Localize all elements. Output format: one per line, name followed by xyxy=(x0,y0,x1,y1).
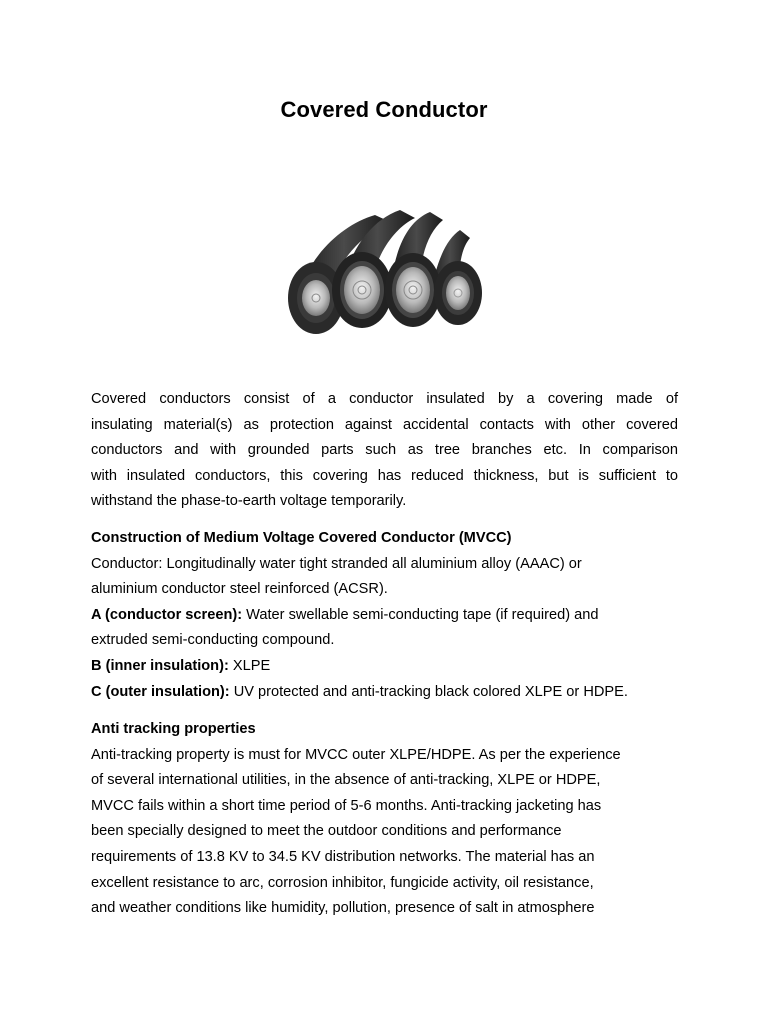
item-b xyxy=(91,654,678,680)
intro-line: Covered conductors consist of a conductor insulated by a covering made of xyxy=(91,391,678,407)
item-a xyxy=(91,603,678,629)
cable-end-4 xyxy=(434,261,482,325)
anti-tracking-section xyxy=(91,717,678,922)
anti-tracking-line: been specially designed to meet the outdoor conditions and performance xyxy=(91,823,562,840)
anti-tracking-line: MVCC fails within a short time period of 5-6 months. Anti-tracking jacketing has xyxy=(91,797,602,814)
intro-line: with insulated conductors, this covering has reduced thickness, but is sufficient to xyxy=(91,467,678,484)
anti-tracking-line: excellent resistance to arc, corrosion inhibitor, fungicide activity, oil resistance, xyxy=(91,874,594,891)
anti-tracking-line: Anti-tracking property is must for MVCC outer XLPE/HDPE. As per the experience xyxy=(91,746,621,763)
item-a-label: A (conductor screen): xyxy=(91,606,243,623)
cable-cross-section-image xyxy=(280,150,490,350)
anti-tracking-line: and weather conditions like humidity, pollution, presence of salt in atmosphere xyxy=(91,900,595,917)
intro-line: conductors and with grounded parts such as tree branches etc. In comparison xyxy=(91,442,678,459)
item-c xyxy=(91,680,678,706)
anti-tracking-heading: Anti tracking properties xyxy=(91,721,256,737)
item-b-label: B (inner insulation): xyxy=(91,657,229,674)
item-b-text: XLPE xyxy=(228,657,271,674)
anti-tracking-line: requirements of 13.8 KV to 34.5 KV distribution networks. The material has an xyxy=(91,848,595,865)
item-a-text: Water swellable semi-conducting tape (if required) and xyxy=(242,606,599,623)
construction-heading: Construction of Medium Voltage Covered Conductor (MVCC) xyxy=(91,530,512,546)
conductor-line: Conductor: Longitudinally water tight stranded all aluminium alloy (AAAC) or xyxy=(91,555,582,572)
cable-illustration xyxy=(280,150,490,350)
intro-line: insulating material(s) as protection against accidental contacts with other covered xyxy=(91,416,678,433)
cable-end-3 xyxy=(385,253,441,327)
item-a-continued: extruded semi-conducting compound. xyxy=(91,632,335,649)
page-title: Covered Conductor xyxy=(280,97,488,122)
intro-line: withstand the phase-to-earth voltage temporarily. xyxy=(91,493,407,510)
intro-paragraph xyxy=(91,387,678,515)
item-c-text: UV protected and anti-tracking black colored XLPE or HDPE. xyxy=(229,683,628,700)
anti-tracking-line: of several international utilities, in the absence of anti-tracking, XLPE or HDPE, xyxy=(91,772,601,789)
construction-section xyxy=(91,526,678,705)
cable-end-2 xyxy=(332,252,392,328)
item-c-label: C (outer insulation): xyxy=(91,683,230,700)
conductor-line: aluminium conductor steel reinforced (ACSR). xyxy=(91,581,388,598)
